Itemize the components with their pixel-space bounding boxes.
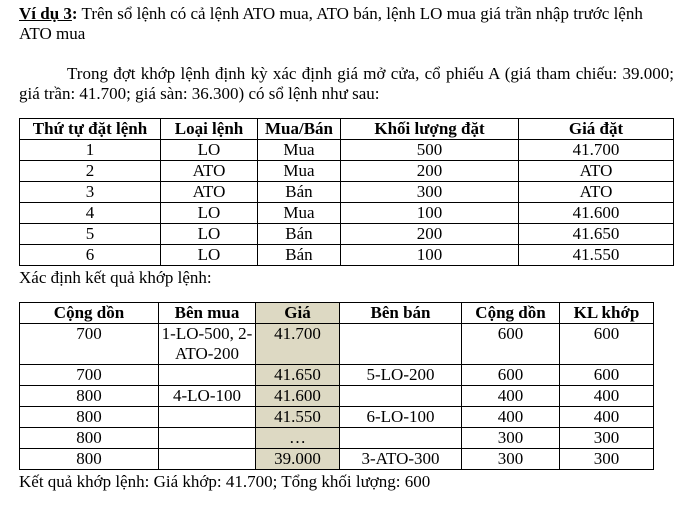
cell-order-type: LO xyxy=(161,224,258,245)
cell-buy-side xyxy=(159,449,256,470)
cell-buy-side: 4-LO-100 xyxy=(159,386,256,407)
cell-order-type: LO xyxy=(161,203,258,224)
cell-side: Bán xyxy=(258,224,341,245)
col-header-side: Mua/Bán xyxy=(258,119,341,140)
cell-price: ATO xyxy=(519,182,674,203)
cell-order-seq: 5 xyxy=(20,224,161,245)
cell-order-seq: 4 xyxy=(20,203,161,224)
table-row xyxy=(20,407,654,428)
match-section-label: Xác định kết quả khớp lệnh: xyxy=(19,268,212,287)
col-header-price: Giá xyxy=(256,303,340,324)
cell-order-type: ATO xyxy=(161,182,258,203)
table-row xyxy=(20,161,674,182)
cell-price: 41.600 xyxy=(256,386,340,407)
cell-price: 41.600 xyxy=(519,203,674,224)
cell-sell-side: 3-ATO-300 xyxy=(340,449,462,470)
cell-order-type: ATO xyxy=(161,161,258,182)
cell-sell-side xyxy=(340,386,462,407)
cell-cumulative-buy: 800 xyxy=(20,449,159,470)
cell-order-type: LO xyxy=(161,245,258,266)
cell-buy-side: 1-LO-500, 2-ATO-200 xyxy=(159,324,256,365)
col-header-sell-side: Bên bán xyxy=(340,303,462,324)
match-result-table xyxy=(19,302,654,470)
cell-price: 41.650 xyxy=(256,365,340,386)
cell-price: 41.650 xyxy=(519,224,674,245)
col-header-order-type: Loại lệnh xyxy=(161,119,258,140)
cell-buy-side xyxy=(159,428,256,449)
cell-sell-side: 5-LO-200 xyxy=(340,365,462,386)
cell-price: 41.550 xyxy=(256,407,340,428)
cell-cumulative-sell: 600 xyxy=(462,324,560,365)
cell-price: 41.700 xyxy=(519,140,674,161)
cell-sell-side xyxy=(340,428,462,449)
cell-matched-volume: 400 xyxy=(560,386,654,407)
cell-side: Mua xyxy=(258,140,341,161)
cell-volume: 100 xyxy=(341,203,519,224)
cell-volume: 300 xyxy=(341,182,519,203)
example-label: Ví dụ 3 xyxy=(19,4,72,23)
cell-volume: 200 xyxy=(341,161,519,182)
cell-cumulative-sell: 300 xyxy=(462,449,560,470)
example-colon: : xyxy=(71,4,78,23)
col-header-price: Giá đặt xyxy=(519,119,674,140)
cell-cumulative-buy: 800 xyxy=(20,407,159,428)
cell-cumulative-sell: 400 xyxy=(462,386,560,407)
cell-price: … xyxy=(256,428,340,449)
col-header-buy-side: Bên mua xyxy=(159,303,256,324)
cell-matched-volume: 300 xyxy=(560,428,654,449)
table-row xyxy=(20,182,674,203)
cell-side: Bán xyxy=(258,182,341,203)
cell-buy-side xyxy=(159,365,256,386)
cell-order-seq: 2 xyxy=(20,161,161,182)
cell-matched-volume: 400 xyxy=(560,407,654,428)
table-row xyxy=(20,386,654,407)
cell-volume: 100 xyxy=(341,245,519,266)
cell-sell-side: 6-LO-100 xyxy=(340,407,462,428)
col-header-order-seq: Thứ tự đặt lệnh xyxy=(20,119,161,140)
table-row xyxy=(20,449,654,470)
cell-cumulative-sell: 400 xyxy=(462,407,560,428)
cell-price: 41.550 xyxy=(519,245,674,266)
example-title: Trên sổ lệnh có cả lệnh ATO mua, ATO bán, lệnh LO mua giá trần nhập trước lệnh ATO mua xyxy=(19,4,643,43)
cell-side: Bán xyxy=(258,245,341,266)
match-result-summary: Kết quả khớp lệnh: Giá khớp: 41.700; Tổng khối lượng: 600 xyxy=(19,472,431,491)
cell-matched-volume: 600 xyxy=(560,324,654,365)
table-header-row xyxy=(20,303,654,324)
cell-side: Mua xyxy=(258,161,341,182)
cell-cumulative-sell: 600 xyxy=(462,365,560,386)
cell-volume: 200 xyxy=(341,224,519,245)
col-header-cumulative-buy: Cộng dồn xyxy=(20,303,159,324)
cell-cumulative-sell: 300 xyxy=(462,428,560,449)
example-heading xyxy=(19,4,674,44)
cell-volume: 500 xyxy=(341,140,519,161)
cell-matched-volume: 600 xyxy=(560,365,654,386)
table-header-row xyxy=(20,119,674,140)
cell-price: ATO xyxy=(519,161,674,182)
cell-order-seq: 1 xyxy=(20,140,161,161)
intro-paragraph: Trong đợt khớp lệnh định kỳ xác định giá mở cửa, cổ phiếu A (giá tham chiếu: 39.000; giá trần: 41.700; giá sàn: 36.300) có sổ lệnh như sau: xyxy=(19,64,674,103)
cell-price: 39.000 xyxy=(256,449,340,470)
cell-cumulative-buy: 800 xyxy=(20,386,159,407)
table-row xyxy=(20,224,674,245)
cell-cumulative-buy: 700 xyxy=(20,365,159,386)
cell-cumulative-buy: 800 xyxy=(20,428,159,449)
table-row xyxy=(20,140,674,161)
table-row xyxy=(20,245,674,266)
cell-sell-side xyxy=(340,324,462,365)
col-header-volume: Khối lượng đặt xyxy=(341,119,519,140)
cell-price: 41.700 xyxy=(256,324,340,365)
col-header-cumulative-sell: Cộng dồn xyxy=(462,303,560,324)
col-header-matched-volume: KL khớp xyxy=(560,303,654,324)
cell-order-type: LO xyxy=(161,140,258,161)
cell-order-seq: 6 xyxy=(20,245,161,266)
order-book-table xyxy=(19,118,674,266)
table-row xyxy=(20,428,654,449)
cell-side: Mua xyxy=(258,203,341,224)
table-row xyxy=(20,365,654,386)
cell-buy-side xyxy=(159,407,256,428)
cell-matched-volume: 300 xyxy=(560,449,654,470)
table-row xyxy=(20,203,674,224)
cell-cumulative-buy: 700 xyxy=(20,324,159,365)
table-row xyxy=(20,324,654,365)
cell-order-seq: 3 xyxy=(20,182,161,203)
